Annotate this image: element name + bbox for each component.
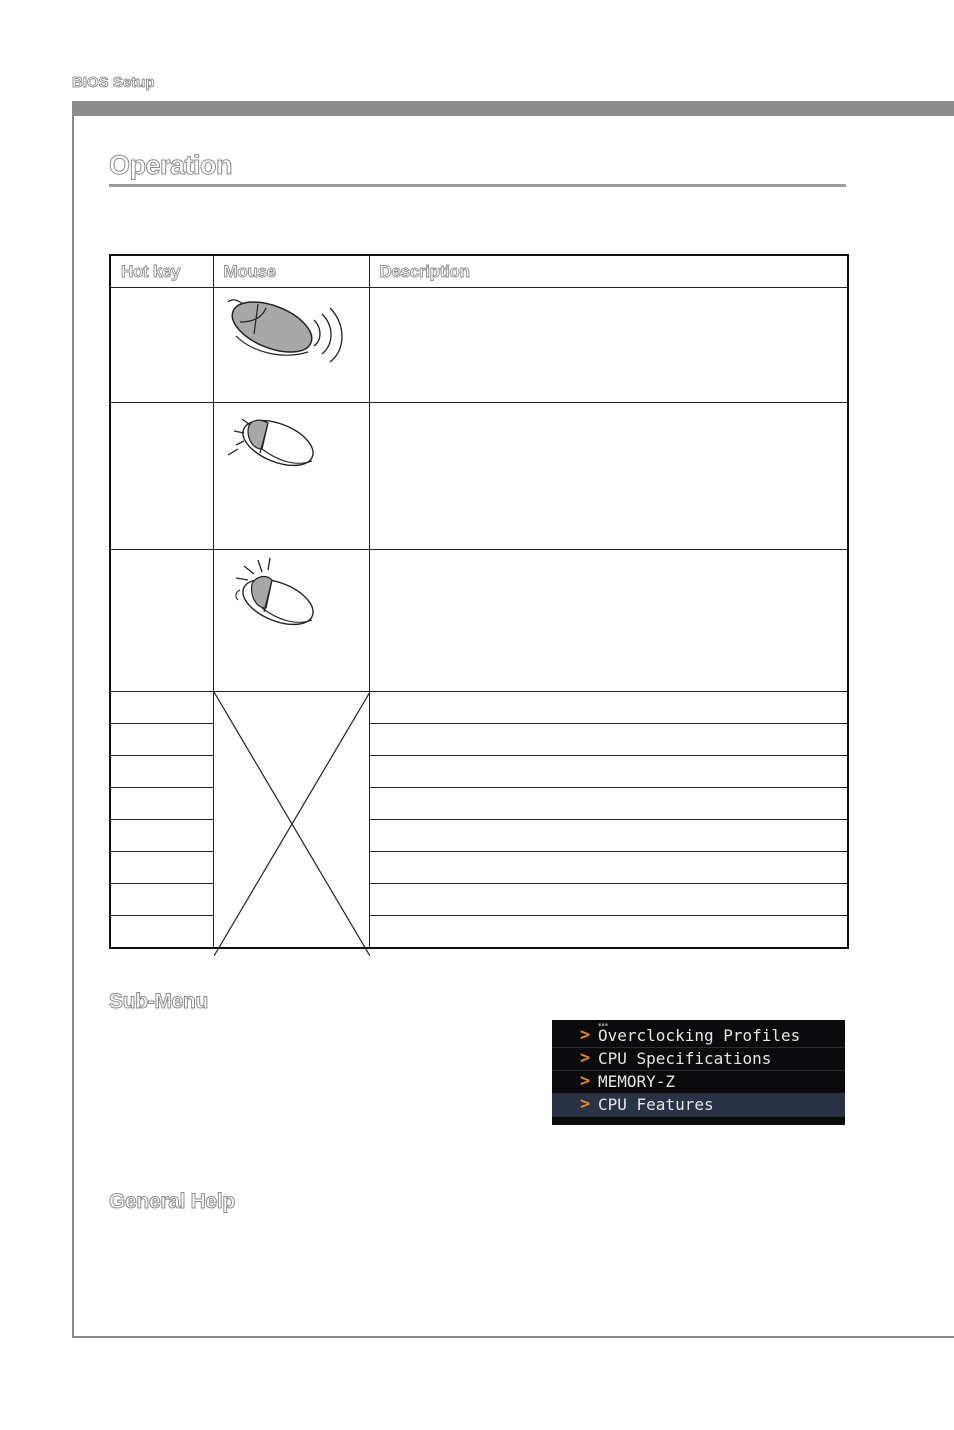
table-row	[110, 288, 848, 403]
general-help-heading: General Help	[109, 1190, 235, 1213]
mouse-move-icon	[222, 294, 362, 374]
cross-placeholder	[214, 692, 370, 956]
hot-key-cell	[110, 788, 213, 820]
menu-item-overclocking-profiles[interactable]: > Overclocking Profiles	[552, 1024, 845, 1048]
bottom-rule	[72, 1336, 954, 1338]
menu-item-memory-z[interactable]: > MEMORY-Z	[552, 1070, 845, 1094]
table-row	[110, 403, 848, 550]
menu-item-cpu-features[interactable]: > CPU Features	[552, 1093, 845, 1117]
hot-key-cell	[110, 916, 213, 949]
mouse-cell	[213, 403, 369, 550]
section-title-operation: Operation	[109, 150, 233, 180]
chevron-right-icon: >	[580, 1025, 591, 1045]
mouse-not-applicable-cell	[213, 692, 369, 949]
clipped-menu-item: …	[598, 1020, 609, 1031]
mouse-left-click-icon	[222, 409, 322, 479]
chevron-right-icon: >	[580, 1048, 591, 1068]
table-row	[110, 550, 848, 692]
menu-item-cpu-specifications[interactable]: > CPU Specifications	[552, 1047, 845, 1071]
description-cell	[369, 288, 848, 403]
description-cell	[369, 916, 848, 949]
column-header-mouse: Mouse	[213, 255, 369, 288]
column-header-hot-key: Hot key	[110, 255, 213, 288]
hot-key-cell	[110, 692, 213, 724]
mouse-right-click-icon	[222, 556, 322, 636]
description-cell	[369, 403, 848, 550]
sub-menu-screenshot	[552, 1020, 845, 1125]
description-cell	[369, 724, 848, 756]
hot-key-cell	[110, 852, 213, 884]
table-row	[110, 692, 848, 724]
hot-key-cell	[110, 756, 213, 788]
column-header-description: Description	[369, 255, 848, 288]
description-cell	[369, 788, 848, 820]
hot-key-cell	[110, 403, 213, 550]
description-cell	[369, 852, 848, 884]
chevron-right-icon: >	[580, 1071, 591, 1091]
description-cell	[369, 692, 848, 724]
hot-key-cell	[110, 724, 213, 756]
hot-key-cell	[110, 884, 213, 916]
hot-key-cell	[110, 288, 213, 403]
description-cell	[369, 756, 848, 788]
chevron-right-icon: >	[580, 1094, 591, 1114]
header-bar	[72, 101, 954, 116]
left-margin-rule	[72, 101, 74, 1338]
description-cell	[369, 820, 848, 852]
sub-menu-heading: Sub-Menu	[109, 990, 209, 1013]
hot-key-cell	[110, 550, 213, 692]
mouse-cell	[213, 288, 369, 403]
running-header: BIOS Setup	[72, 74, 155, 91]
description-cell	[369, 884, 848, 916]
operation-table	[109, 254, 849, 949]
mouse-cell	[213, 550, 369, 692]
description-cell	[369, 550, 848, 692]
section-title-underline	[109, 184, 846, 187]
hot-key-cell	[110, 820, 213, 852]
table-header-row	[110, 255, 848, 288]
